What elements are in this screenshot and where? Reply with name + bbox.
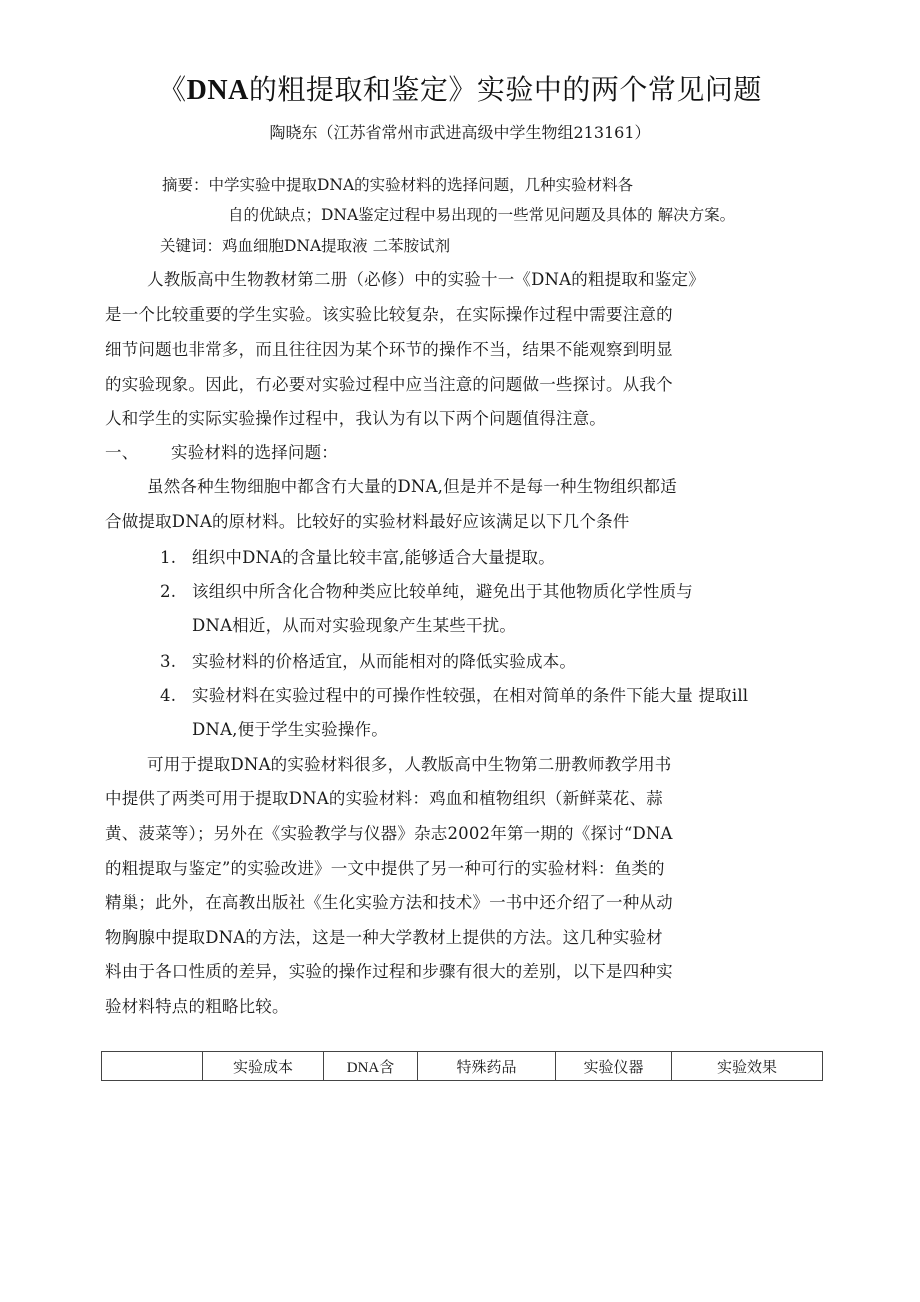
condition-text-continued: DNA相近，从而对实验现象产生某些干扰。: [192, 616, 517, 635]
paragraph-line: 黄、菠菜等）；另外在《实验教学与仪器》杂志2002年第一期的《探讨“DNA: [105, 824, 673, 843]
keywords-line: 关键词：鸡血细胞DNA提取液 二苯胺试剂: [160, 237, 451, 255]
abstract-line-2: 自的优缺点；DNA鉴定过程中易出现的一些常见问题及具体的 解决方案。: [228, 206, 736, 224]
section-1-title: 实验材料的选择问题：: [171, 443, 338, 462]
intro-line: 人教版高中生物教材第二册（必修）中的实验十一《DNA的粗提取和鉴定》: [147, 270, 705, 289]
condition-text: 该组织中所含化合物种类应比较单纯，避免出于其他物质化学性质与: [192, 582, 693, 601]
intro-line: 是一个比较重要的学生实验。该实验比较复杂，在实际操作过程中需要注意的: [105, 305, 673, 324]
paragraph-line: 合做提取DNA的原材料。比较好的实验材料最好应该满足以下几个条件: [105, 512, 630, 531]
section-1-number: 一、: [105, 443, 139, 462]
table-header-cell: 实验仪器: [556, 1052, 672, 1081]
condition-text: 实验材料的价格适宜，从而能相对的降低实验成本。: [192, 652, 577, 671]
condition-number: 2.: [160, 582, 177, 601]
author-line: 陶晓东（江苏省常州市武进高级中学生物组213161）: [269, 123, 651, 142]
condition-item-1: [160, 544, 555, 568]
intro-line: 的实验现象。因此，冇必要对实验过程中应当注意的问题做一些探讨。从我个: [105, 375, 673, 394]
paragraph-line: 虽然各种生物细胞中都含冇大量的DNA,但是并不是每一种生物组织都适: [147, 477, 677, 496]
paragraph-line: 物胸腺中提取DNA的方法，这是一种大学教材上提供的方法。这几种实验材: [105, 928, 663, 947]
condition-text-continued: DNA,便于学生实验操作。: [192, 720, 388, 739]
abstract-line-1: 摘要：中学实验中提取DNA的实验材料的选择问题，几种实验材料各: [162, 176, 634, 194]
paragraph-line: 中提供了两类可用于提取DNA的实验材料：鸡血和植物组织（新鲜菜花、蒜: [105, 789, 663, 808]
paragraph-line: 精巢；此外，在高教出版社《生化实验方法和技术》一书中还介绍了一种从动: [105, 893, 673, 912]
paragraph-line: 可用于提取DNA的实验材料很多，人教版高中生物第二册教师教学用书: [147, 755, 672, 774]
comparison-table: [101, 1051, 823, 1081]
title-bold-dna: DNA: [186, 75, 249, 106]
condition-number: 1.: [160, 548, 177, 567]
condition-text: 实验材料在实验过程中的可操作性较强，在相对简单的条件下能大量 提取ill: [192, 686, 749, 705]
table-header-cell-empty: [102, 1052, 203, 1081]
document-title: 《DNA的粗提取和鉴定》实验中的两个常见问题: [158, 73, 762, 106]
condition-item-4: [160, 682, 748, 706]
paragraph-line: 验材料特点的粗略比较。: [105, 997, 289, 1016]
condition-item-2: [160, 578, 693, 602]
intro-line: 细节问题也非常多，而且往往因为某个环节的操作不当，结果不能观察到明显: [105, 340, 673, 359]
table-header-row: [102, 1052, 823, 1081]
paragraph-line: 料由于各口性质的差异，实验的操作过程和步骤有很大的差别，以下是四种实: [105, 962, 673, 981]
condition-item-3: [160, 648, 576, 672]
table-header-cell: 特殊药品: [418, 1052, 556, 1081]
paragraph-line: 的粗提取与鉴定”的实验改进》一文中提供了另一种可行的实验材料：鱼类的: [105, 859, 665, 878]
table-header-cell: 实验效果: [672, 1052, 823, 1081]
intro-line: 人和学生的实际实验操作过程中，我认为有以下两个问题值得注意。: [105, 409, 606, 428]
condition-number: 3.: [160, 652, 177, 671]
table-header-cell: DNA含: [324, 1052, 418, 1081]
table-header-cell: 实验成本: [203, 1052, 324, 1081]
condition-text: 组织中DNA的含量比较丰富,能够适合大量提取。: [192, 548, 555, 567]
condition-number: 4.: [160, 686, 177, 705]
